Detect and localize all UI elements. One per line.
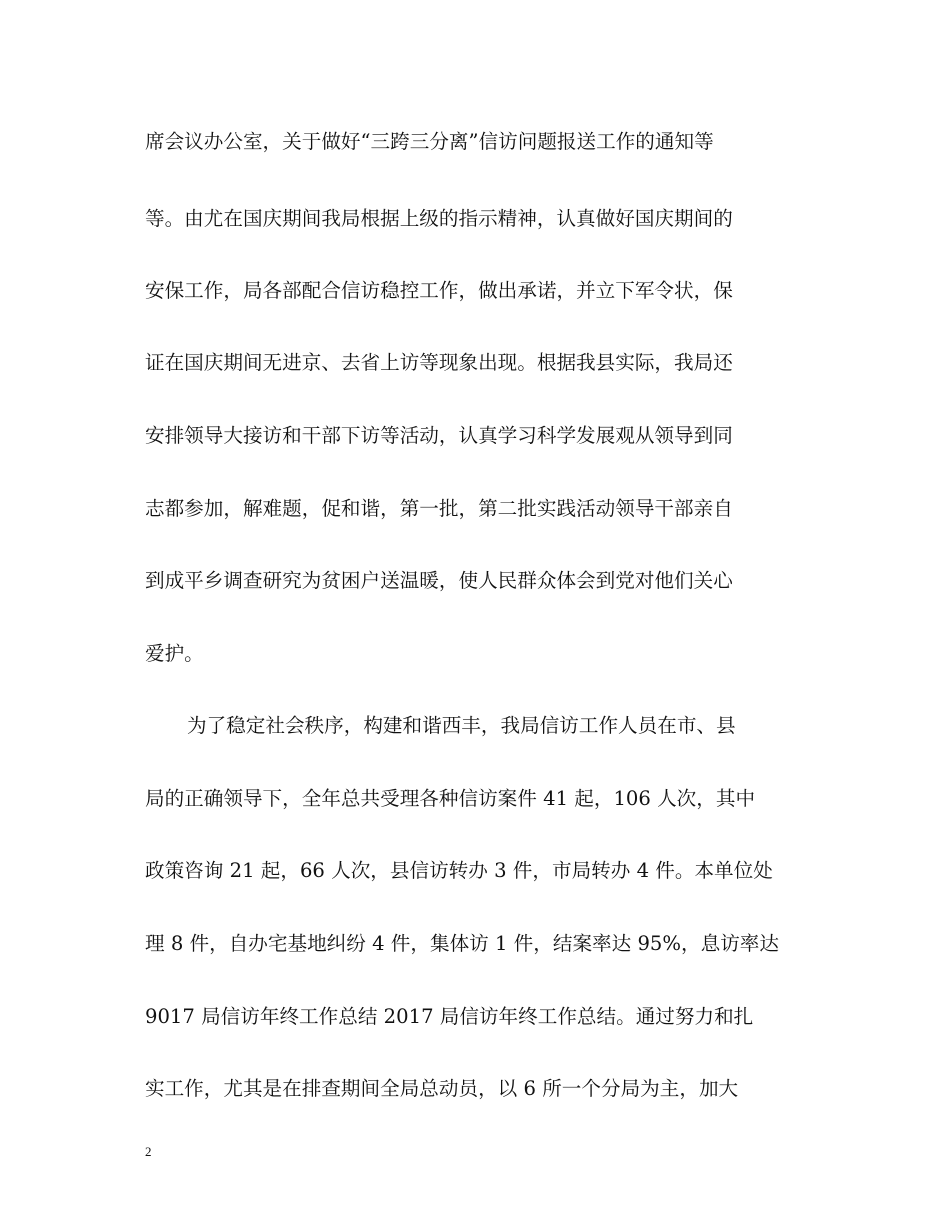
page-number: 2 (145, 1144, 152, 1159)
paragraph-line: 9017 局信访年终工作总结 2017 局信访年终工作总结。通过努力和扎 (145, 1005, 754, 1028)
paragraph-first-line: 为了稳定社会秩序，构建和谐西丰，我局信访工作人员在市、县 (187, 714, 736, 737)
paragraph-line: 爱护。 (145, 642, 204, 665)
paragraph-line: 志都参加，解难题，促和谐，第一批，第二批实践活动领导干部亲自 (145, 497, 733, 520)
paragraph-line: 理 8 件，自办宅基地纠纷 4 件，集体访 1 件，结案率达 95%，息访率达 (145, 932, 779, 955)
paragraph-line: 安排领导大接访和干部下访等活动，认真学习科学发展观从领导到同 (145, 424, 733, 447)
paragraph-line: 实工作，尤其是在排查期间全局总动员，以 6 所一个分局为主，加大 (145, 1077, 739, 1100)
paragraph-line: 等。由尤在国庆期间我局根据上级的指示精神，认真做好国庆期间的 (145, 207, 733, 230)
paragraph-line: 到成平乡调查研究为贫困户送温暖，使人民群众体会到党对他们关心 (145, 569, 733, 592)
paragraph-line: 政策咨询 21 起，66 人次，县信访转办 3 件，市局转办 4 件。本单位处 (145, 859, 773, 882)
paragraph-line: 席会议办公室，关于做好“三跨三分离”信访问题报送工作的通知等 (145, 130, 714, 153)
paragraph-line: 安保工作，局各部配合信访稳控工作，做出承诺，并立下军令状，保 (145, 279, 733, 302)
paragraph-line: 局的正确领导下，全年总共受理各种信访案件 41 起，106 人次，其中 (145, 787, 756, 810)
paragraph-line: 证在国庆期间无进京、去省上访等现象出现。根据我县实际，我局还 (145, 351, 733, 374)
